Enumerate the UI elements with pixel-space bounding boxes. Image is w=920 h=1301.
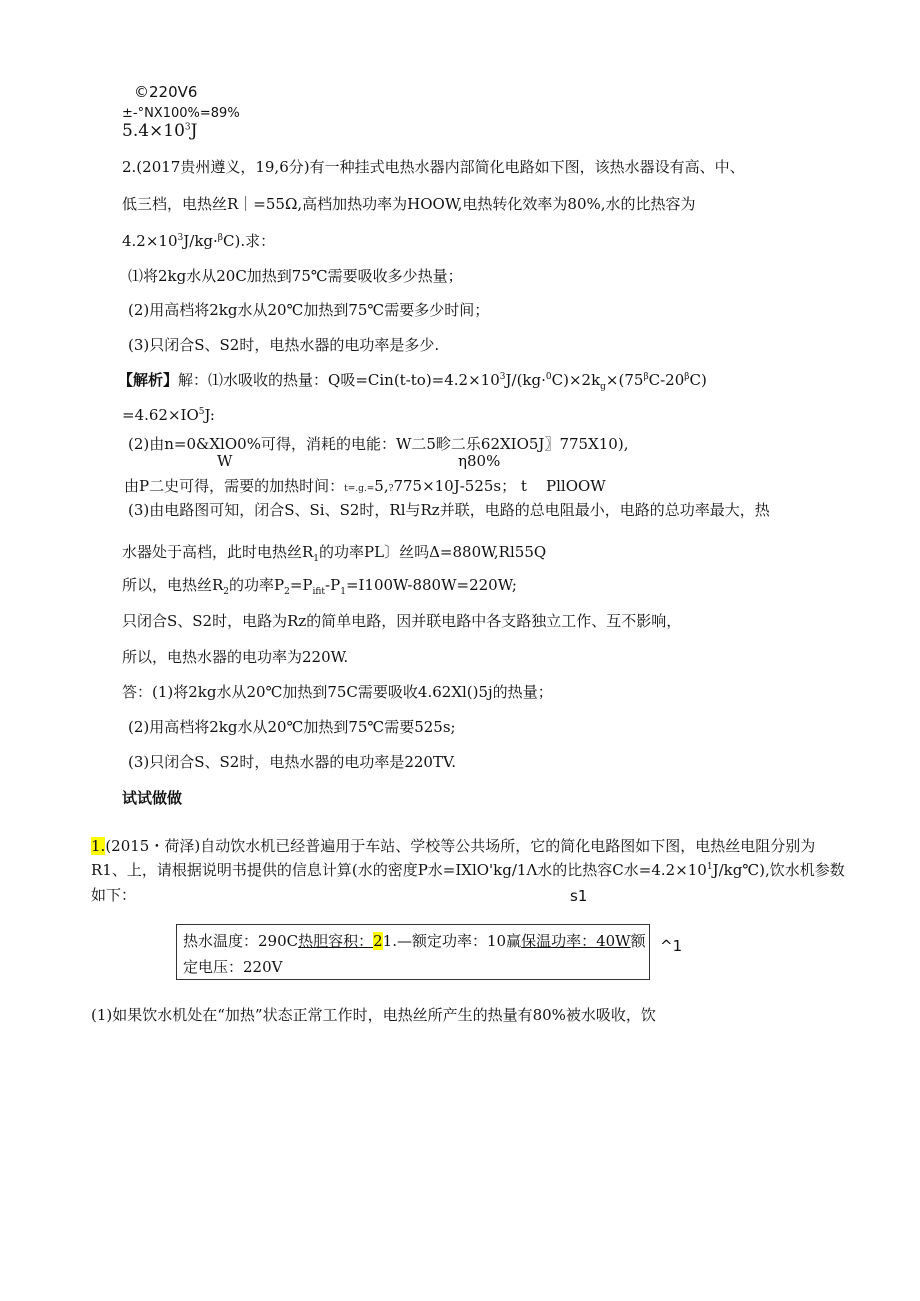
solution-line-2: $=4.62\times IO^5J$: (122, 406, 215, 424)
header-note-line-2: ±-°NX100%=89% (122, 106, 240, 121)
solution-line-8: 只闭合S、S2时，电路为Rz的简单电路，因并联电路中各支路独立工作、互不影响， (122, 612, 682, 630)
solution-line-4: 由P二史可得，需要的加热时间：t=.g.=5,?775×10J-525s； t (124, 477, 527, 495)
switch-s1-label: s1 (570, 887, 588, 905)
solution-line-3-under-w: W (217, 452, 233, 470)
problem-2-question-2: (2)用高档将2kg水从20℃加热到75℃需要多少时间； (128, 301, 490, 319)
solution-line-1: 【解析】解：⑴水吸收的热量：Q吸$=Cin(t-to)=4.2\times 10^3J/(kg\cdot^0C)\times 2k_g\times(75^\beta C-20^\beta C)$ (118, 371, 707, 392)
try-it-heading: 试试做做 (122, 789, 183, 807)
answer-line-2: (2)用高档将2kg水从20℃加热到75℃需要525s; (128, 718, 456, 736)
try-problem-1-line-3: 如下： (91, 886, 137, 904)
answer-line-1: 答：(1)将2kg水从20℃加热到75C需要吸收4.62Xl()5j的热量； (122, 683, 553, 701)
problem-2-question-3: (3)只闭合S、S2时，电热水器的电功率是多少. (128, 336, 440, 354)
solution-line-3-under-eta: η80% (458, 452, 501, 470)
solution-line-9: 所以，电热水器的电功率为220W. (122, 648, 349, 666)
solution-line-4-power: PllOOW (546, 477, 606, 495)
solution-line-6: 水器处于高档，此时电热丝$R_1$的功率PL〕丝吗Δ=880W,Rl55Q (122, 543, 547, 564)
solution-line-7: 所以，电热丝$R_2$的功率$P_2=P_{ifit}-P_1=I100W-880W=220W$; (122, 576, 517, 597)
problem-2-line-3: $4.2\times 10^3J/kg\cdot^\beta C$).求： (122, 232, 276, 250)
spec-table-box (176, 924, 650, 980)
spec-table-line-2: 定电压：220V (183, 958, 283, 976)
solution-line-3: (2)由n=0&XlO0%可得，消耗的电能：W二5畛二乐62XIO5J〗775X10), (128, 435, 629, 453)
spec-table-line-1: 热水温度：290C热胆容积：21.—额定功率：10赢保温功率：40W额 (183, 932, 646, 950)
header-note-line-3: $5.4\times 10^3J$ (122, 121, 198, 141)
problem-2-question-1: ⑴将2kg水从20C加热到75℃需要吸收多少热量； (128, 267, 463, 285)
solution-line-5: (3)由电路图可知，闭合S、Si、S2时，Rl与Rz并联，电路的总电阻最小，电路的总功率最大，热 (128, 501, 770, 519)
problem-2-line-1: 2.(2017贵州遵义，19,6分)有一种挂式电热水器内部简化电路如下图，该热水器设有高、中、 (122, 158, 745, 176)
solution-label: 【解析】 (118, 371, 179, 389)
problem-number-highlight: 1. (91, 837, 106, 855)
problem-2-line-2: 低三档，电热丝R｜=55Ω,高档加热功率为HOOW,电热转化效率为80%,水的比热容为 (122, 195, 696, 213)
try-problem-1-question-1: (1)如果饮水机处在“加热”状态正常工作时，电热丝所产生的热量有80%被水吸收，饮 (91, 1006, 656, 1024)
figure-caret-label: ^1 (660, 937, 683, 955)
try-problem-1-line-1: 1.(2015・荷泽)自动饮水机已经普遍用于车站、学校等公共场所，它的简化电路图如下图，电热丝电阻分别为 (91, 837, 816, 855)
try-problem-1-line-2: R1、上，请根据说明书提供的信息计算(水的密度P水=IXlO'kg/1Λ水的比热容C水$=4.2\times 10^1J/kg℃$),饮水机参数 (91, 861, 845, 879)
header-note-line-1: ©220V6 (134, 83, 198, 101)
answer-line-3: (3)只闭合S、S2时，电热水器的电功率是220TV. (128, 753, 456, 771)
